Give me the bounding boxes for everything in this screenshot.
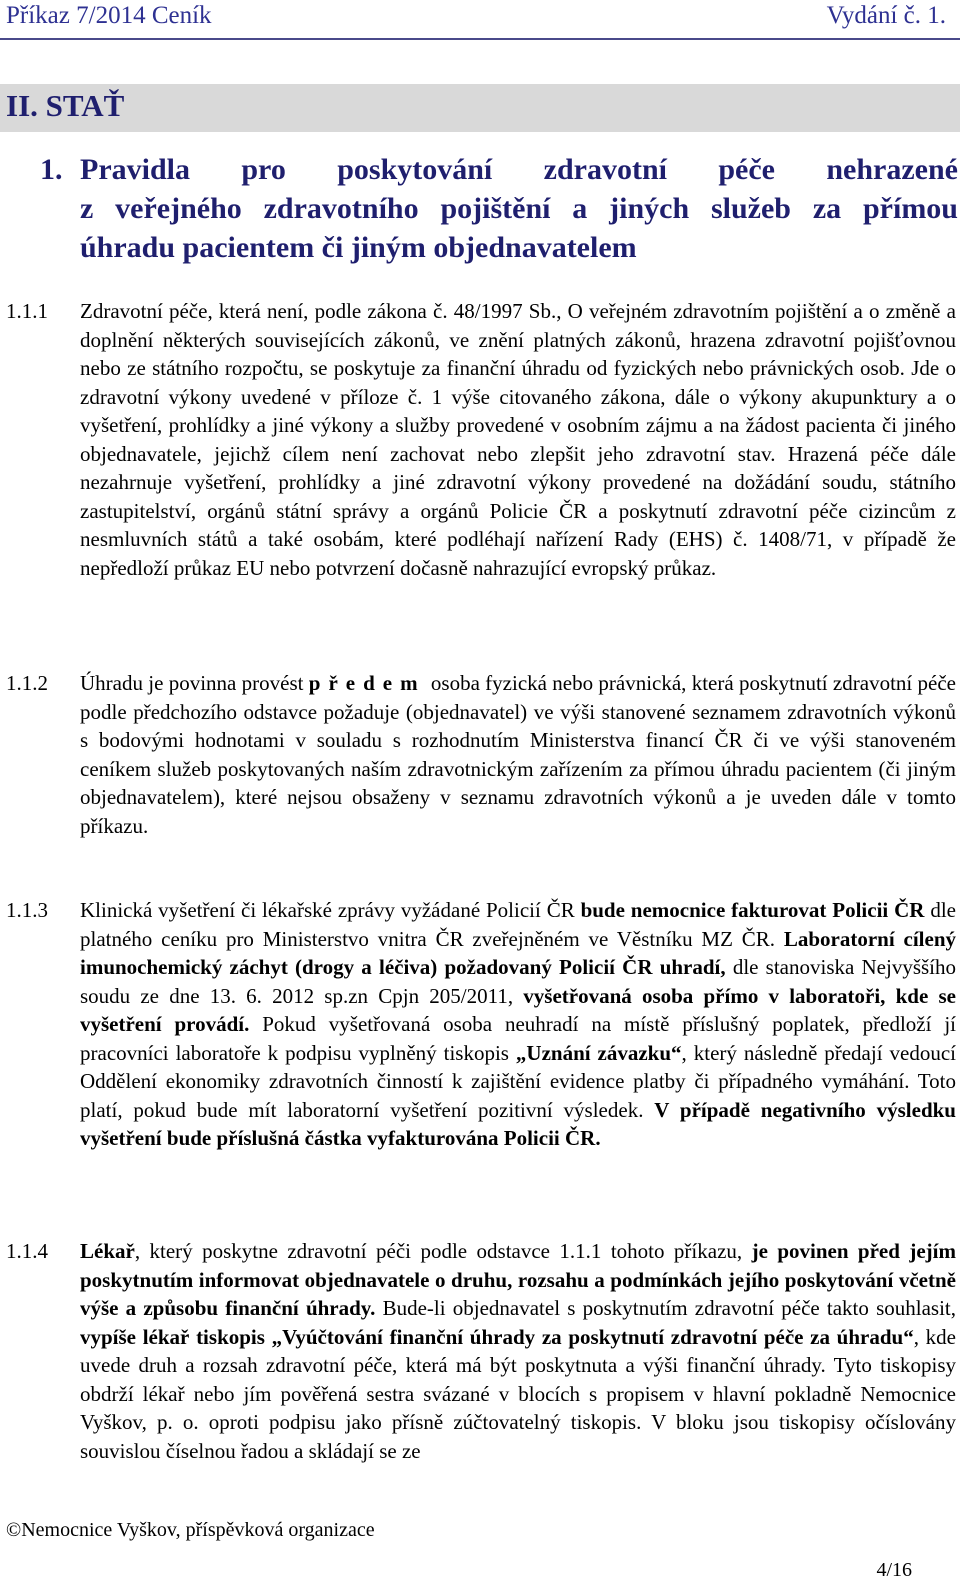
text-run: bude nemocnice fakturovat Policii ČR: [580, 898, 925, 922]
text-run: Zdravotní péče, která není, podle zákona č. 48/1997 Sb., O veřejném zdravotním pojištění a o změně a doplnění některých souvisejících zákonů, ve znění platných zákonů, hrazena zdravotní pojišťovnou nebo ze státního rozpočtu, se poskytuje za finanční úhradu od fyzických nebo právnických osob. Jde o zdravotní výkony uvedené v příloze č. 1 výše citovaného zákona, dále o výkony akupunktury a o vyšetření, prohlídky a jiné výkony a služby provedené v osobním zájmu a na žádost pacienta či jiného objednavatele, jejichž cílem není zachovat nebo zlepšit jeho zdravotní stav. Hrazená péče dále nezahrnuje vyšetření, prohlídky a jiné zdravotní výkony provedené na dožádání soudu, státního zastupitelství, orgánů státní správy a orgánů Policie ČR a poskytnutí zdravotní péče cizincům z nesmluvních států a také osobám, které podléhají nařízení Rady (EHS) č. 1408/71, v případě že nepředloží průkaz EU nebo potvrzení dočasně nahrazující evropský průkaz.: [80, 299, 956, 580]
paragraph-text: [80, 896, 956, 1153]
paragraph-number: 1.1.4: [6, 1239, 48, 1263]
paragraph-text: [80, 297, 956, 582]
section-title: II. STAŤ: [6, 88, 125, 123]
paragraph-1-1-3: [6, 896, 956, 1153]
heading-line-text: Pravidla pro poskytování zdravotní péče nehrazené: [80, 153, 958, 186]
text-run: Pokud vyšetřovaná osoba neuhradí na místě příslušný poplatek, předloží jí pracovníci laboratoře k podpisu vyplněný tiskopis: [80, 1012, 956, 1065]
heading-number: 1.: [40, 153, 63, 186]
text-run: předem: [308, 671, 426, 695]
text-run: je povinen před jejím poskytnutím informovat objednavatele o druhu, rozsahu a podmínkách jejího poskytování včetně výše a způsobu finanční úhrady.: [80, 1239, 956, 1320]
text-run: dle stanoviska Nejvyššího soudu ze dne 13. 6. 2012 sp.zn Cpjn 205/2011,: [80, 955, 956, 1008]
text-run: osoba fyzická nebo právnická, která poskytnutí zdravotní péče podle předchozího odstavce požaduje (objednavatel) ve výši stanovené seznamem zdravotních výkonů s bodovými hodnotami v souladu s rozhodnutím Ministerstva financí ČR či ve výši stanoveném ceníkem služeb poskytovaných naším zdravotnickým zařízením za přímou úhradu pacientem (či jiným objednavatelem), které nejsou obsaženy v seznamu zdravotních výkonů a je uveden dále v tomto příkazu.: [80, 671, 956, 838]
text-run: Bude-li objednavatel s poskytnutím zdravotní péče takto souhlasit,: [375, 1296, 956, 1320]
footer-page-number: 4/16: [876, 1559, 912, 1581]
text-run: Laboratorní cílený imunochemický záchyt (drogy a léčiva) požadovaný Policií ČR uhradí,: [80, 926, 956, 979]
heading-line-text: z veřejného zdravotního pojištění a jiných služeb za přímou: [80, 192, 958, 225]
heading-line: [40, 189, 958, 228]
text-run: Lékař: [80, 1239, 135, 1263]
paragraph-number: 1.1.1: [6, 299, 48, 323]
heading-line: [40, 228, 958, 267]
text-run: V případě negativního výsledku vyšetření bude příslušná částka vyfakturována Policii ČR.: [80, 1097, 956, 1150]
heading-line: [40, 150, 958, 189]
page-header: [0, 0, 960, 40]
header-document-title: Příkaz 7/2014 Ceník: [6, 2, 212, 29]
paragraph-number: 1.1.3: [6, 898, 48, 922]
text-run: , který následně předají vedoucí Oddělení ekonomiky zdravotních činností k zajištění evidence platby či případného vymáhání. Toto platí, pokud bude mít laboratorní vyšetření pozitivní výsledek.: [80, 1040, 956, 1122]
heading-line-text: úhradu pacientem či jiným objednavatelem: [80, 231, 637, 264]
text-run: vyšetřovaná osoba přímo v laboratoři, kde se vyšetření provádí.: [80, 983, 956, 1036]
text-run: vypíše lékař tiskopis „Vyúčtování finanční úhrady za poskytnutí zdravotní péče za úhradu“: [80, 1324, 914, 1349]
text-run: dle platného ceníku pro Ministerstvo vnitra ČR zveřejněném ve Věstníku MZ ČR.: [80, 898, 956, 951]
paragraph-number: 1.1.2: [6, 671, 48, 695]
section-title-bar: [0, 84, 960, 132]
chapter-heading: [40, 150, 958, 267]
paragraph-text: [80, 1237, 956, 1465]
footer-copyright: ©Nemocnice Vyškov, příspěvková organizace: [6, 1519, 375, 1541]
text-run: „Uznání závazku“: [515, 1040, 682, 1065]
text-run: Klinická vyšetření či lékařské zprávy vyžádané Policií ČR: [80, 898, 581, 922]
paragraph-1-1-1: [6, 297, 956, 582]
paragraph-1-1-4: [6, 1237, 956, 1465]
text-run: , který poskytne zdravotní péči podle odstavce 1.1.1 tohoto příkazu,: [134, 1239, 752, 1263]
paragraph-1-1-2: [6, 669, 956, 840]
paragraph-text: [80, 669, 956, 840]
text-run: Úhradu je povinna provést: [80, 671, 309, 695]
text-run: , kde uvede druh a rozsah zdravotní péče, která má být poskytnuta a výši finanční úhrady. Tyto tiskopisy obdrží lékař nebo jím pověřená sestra svázané v blocích s propisem v hlavní pokladně Nemocnice Vyškov, p. o. oproti podpisu jako přísně zúčtovatelný tiskopis. V bloku jsou tiskopisy očíslovány souvislou číselnou řadou a skládají se ze: [80, 1324, 956, 1463]
header-edition: Vydání č. 1.: [826, 2, 946, 29]
